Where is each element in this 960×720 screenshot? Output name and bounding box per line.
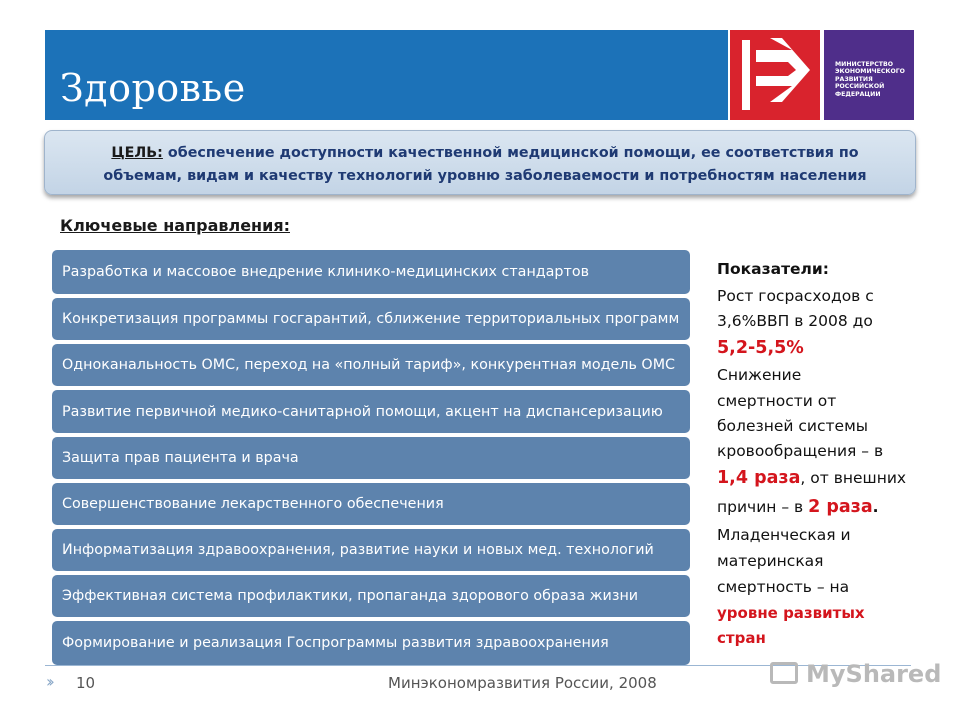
indicator-value-mortality-end: стран [717, 629, 766, 647]
direction-item: Совершенствование лекарственного обеспечения [52, 483, 690, 525]
indicator-value-mortality: уровне развитых [717, 604, 865, 622]
direction-item: Одноканальность ОМС, переход на «полный тариф», конкурентная модель ОМС [52, 344, 690, 386]
page-number: 10 [76, 674, 96, 692]
indicator-line: материнская [717, 552, 824, 570]
footer-chevron-icon: ›› [46, 672, 51, 691]
direction-item: Эффективная система профилактики, пропаганда здорового образа жизни [52, 575, 690, 617]
direction-item: Формирование и реализация Госпрограммы развития здравоохранения [52, 621, 690, 665]
indicator-text: причин – в [717, 498, 809, 516]
indicator-text: , от внешних [800, 469, 907, 487]
indicator-line: кровообращения – в [717, 442, 884, 460]
direction-item: Разработка и массовое внедрение клинико-медицинских стандартов [52, 250, 690, 294]
indicator-line: болезней системы [717, 417, 869, 435]
indicators-heading: Показатели: [717, 260, 829, 278]
indicator-line: Рост госрасходов с [717, 287, 874, 305]
goal-label: ЦЕЛЬ: [111, 145, 163, 161]
indicator-value-external: 2 раза [808, 497, 873, 517]
goal-box [44, 130, 916, 195]
indicator-value-spending: 5,2-5,5% [717, 338, 804, 358]
direction-item: Информатизация здравоохранения, развитие науки и новых мед. технологий [52, 529, 690, 571]
ministry-name: МИНИСТЕРСТВО ЭКОНОМИЧЕСКОГО РАЗВИТИЯ РОССИЙСКОЙ ФЕДЕРАЦИИ [835, 61, 905, 98]
indicator-line: Снижение [717, 366, 802, 384]
directions-heading: Ключевые направления: [60, 216, 290, 235]
indicator-line: 3,6%ВВП в 2008 до [717, 312, 873, 330]
indicator-line: смертности от [717, 392, 837, 410]
indicator-line [717, 496, 879, 518]
ministry-logo-arrow [730, 30, 820, 120]
indicator-line: Младенческая и [717, 526, 851, 544]
indicator-line [717, 467, 906, 489]
page-title: Здоровье [60, 66, 246, 110]
indicator-text: . [872, 498, 879, 516]
direction-item: Защита прав пациента и врача [52, 437, 690, 479]
direction-item: Развитие первичной медико-санитарной помощи, акцент на диспансеризацию [52, 390, 690, 433]
watermark-logo: MyShared [806, 660, 942, 688]
indicator-value-cardio: 1,4 раза [717, 468, 801, 488]
watermark-icon [770, 662, 798, 684]
arrow-logo-icon [730, 30, 820, 120]
indicator-line: смертность – на [717, 578, 850, 596]
direction-item: Конкретизация программы госгарантий, сближение территориальных программ [52, 298, 690, 340]
footer-source: Минэкономразвития России, 2008 [388, 674, 657, 692]
goal-text [75, 142, 895, 188]
goal-description: обеспечение доступности качественной медицинской помощи, ее соответствия по объемам, видам и качеству технологий уровню заболеваемости и потребностям населения [103, 145, 867, 184]
